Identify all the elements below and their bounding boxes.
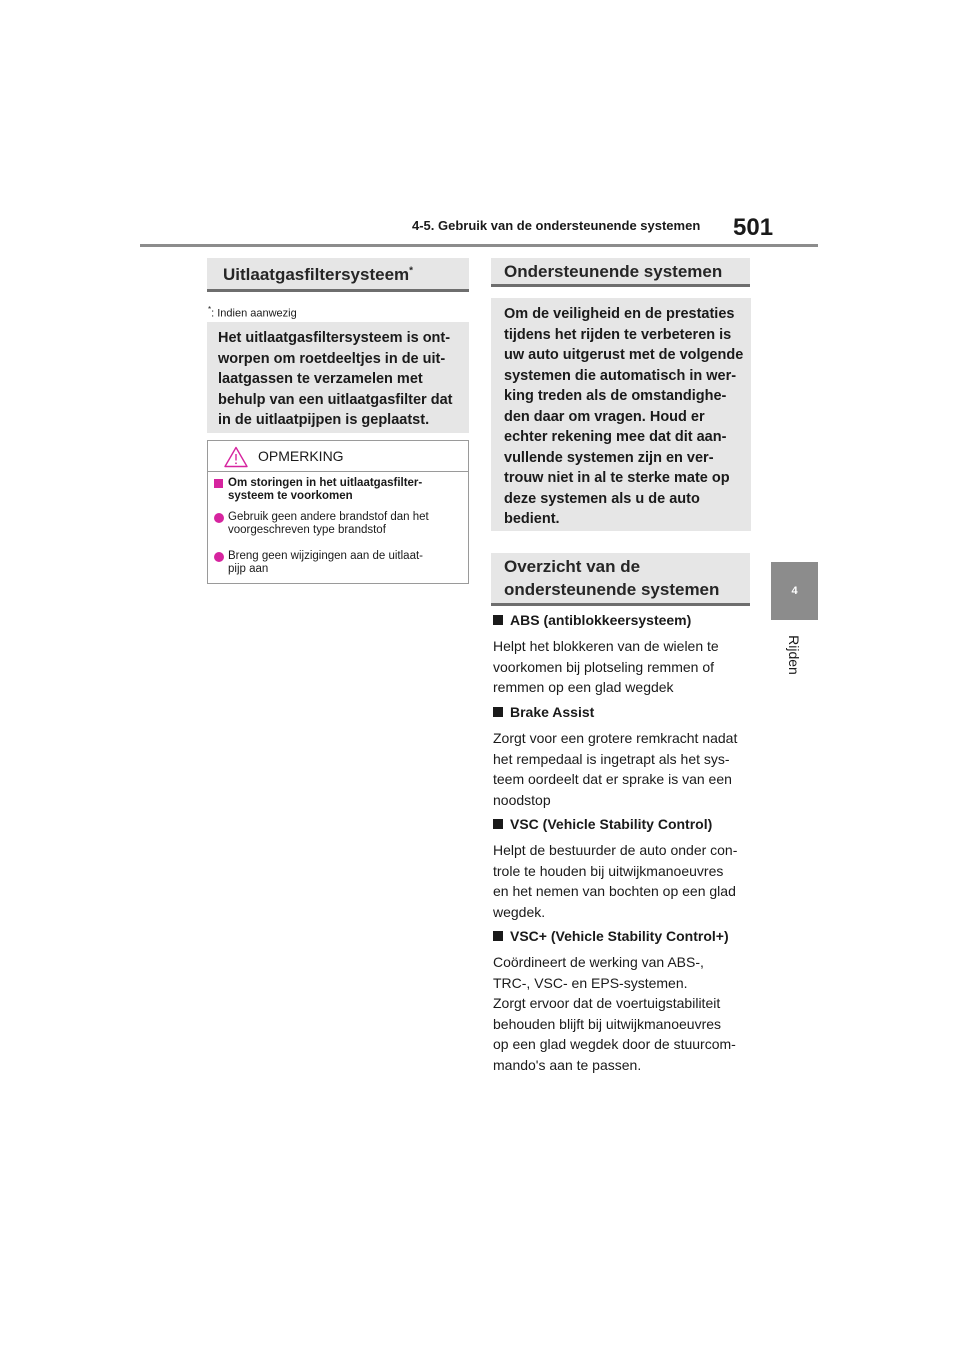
feature-line: het rempedaal is ingetrapt als het sys- <box>493 750 730 767</box>
intro-line: echter rekening mee dat dit aan- <box>504 429 727 445</box>
notice-item-line: Gebruik geen andere brandstof dan het <box>228 511 429 523</box>
page-number: 501 <box>733 214 774 241</box>
feature-description <box>493 728 753 810</box>
feature-title-text: ABS (antiblokkeersysteem) <box>510 612 692 628</box>
feature-line: noodstop <box>493 791 551 808</box>
chapter-number: 4 <box>791 585 798 597</box>
notice-subheading <box>214 477 422 502</box>
feature-line: TRC-, VSC- en EPS-systemen. <box>493 974 688 991</box>
intro-line: systemen die automatisch in wer- <box>504 367 737 384</box>
feature-description <box>493 636 753 698</box>
section-heading-overview <box>491 553 750 606</box>
feature-title <box>493 928 753 944</box>
notice-subheading-line: systeem te voorkomen <box>228 489 353 502</box>
footnote <box>208 305 297 320</box>
heading-asterisk: * <box>409 265 414 277</box>
feature-line: remmen op een glad wegdek <box>493 679 674 695</box>
intro-line: laatgassen te verzamelen met <box>218 371 423 387</box>
feature-line: Helpt de bestuurder de auto onder con- <box>493 842 738 858</box>
chapter-label-text: Rijden <box>785 635 802 675</box>
intro-line: deze systemen als u de auto <box>504 490 700 507</box>
feature-abs <box>493 612 753 698</box>
feature-line: wegdek. <box>493 903 546 920</box>
notice-title: OPMERKING <box>258 448 344 464</box>
intro-line: bedient. <box>504 511 560 527</box>
feature-brake-assist <box>493 704 753 810</box>
feature-line: en het nemen van bochten op een glad <box>493 883 736 899</box>
intro-box-support-systems <box>491 298 751 531</box>
notice-item-line: Breng geen wijzigingen aan de uitlaat- <box>228 550 423 562</box>
warning-triangle-icon <box>224 446 248 468</box>
footnote-text: : Indien aanwezig <box>211 307 297 320</box>
intro-line: in de uitlaatpijpen is geplaatst. <box>218 412 430 428</box>
feature-title <box>493 816 753 832</box>
intro-line: den daar om vragen. Houd er <box>504 408 705 425</box>
running-header: 4-5. Gebruik van de ondersteunende systemen <box>412 218 701 233</box>
intro-line: behulp van een uitlaatgasfilter dat <box>218 391 453 408</box>
square-bullet-icon <box>214 479 223 488</box>
overview-heading-line: ondersteunende systemen <box>504 580 720 599</box>
notice-item-line: voorgeschreven type brandstof <box>228 523 386 536</box>
intro-line: vullende systemen zijn en ver- <box>504 449 714 466</box>
square-bullet-icon <box>493 819 503 829</box>
notice-item <box>214 511 429 536</box>
notice-item-line: pijp aan <box>228 562 269 575</box>
notice-box <box>207 440 469 584</box>
feature-line: behouden blijft bij uitwijkmanoeuvres <box>493 1015 722 1032</box>
intro-line: uw auto uitgerust met de volgende <box>504 347 744 363</box>
section-heading-support-systems: Ondersteunende systemen <box>491 258 750 287</box>
feature-title <box>493 612 753 628</box>
chapter-label <box>770 630 818 680</box>
intro-line: tijdens het rijden te verbeteren is <box>504 326 732 343</box>
notice-subheading-line: Om storingen in het uitlaatgasfilter- <box>228 477 423 489</box>
feature-vsc-plus <box>493 928 753 1075</box>
feature-description <box>493 952 753 1075</box>
section-heading-exhaust-filter <box>207 258 469 292</box>
intro-line: king treden als de omstandighe- <box>504 388 727 404</box>
feature-line: Zorgt ervoor dat de voertuigstabiliteit <box>493 995 721 1011</box>
feature-line: Coördineert de werking van ABS-, <box>493 954 704 970</box>
feature-line: op een glad wegdek door de stuurcom- <box>493 1036 736 1052</box>
square-bullet-icon <box>493 931 503 941</box>
header-rule <box>140 244 818 247</box>
chapter-tab <box>771 562 818 620</box>
intro-line: Het uitlaatgasfiltersysteem is ont- <box>218 330 451 346</box>
intro-line: worpen om roetdeeltjes in de uit- <box>218 350 446 367</box>
overview-heading-line: Overzicht van de <box>504 557 641 576</box>
dot-bullet-icon <box>214 513 224 523</box>
feature-line: Helpt het blokkeren van de wielen te <box>493 638 719 654</box>
feature-line: mando's aan te passen. <box>493 1056 642 1073</box>
dot-bullet-icon <box>214 552 224 562</box>
feature-title-text: VSC+ (Vehicle Stability Control+) <box>510 928 729 944</box>
feature-vsc <box>493 816 753 922</box>
section-heading-text: Uitlaatgasfiltersysteem <box>223 265 410 284</box>
notice-header <box>208 441 468 472</box>
feature-line: trole te houden bij uitwijkmanoeuvres <box>493 862 724 879</box>
intro-line: Om de veiligheid en de prestaties <box>504 306 735 322</box>
feature-line: voorkomen bij plotseling remmen of <box>493 658 714 675</box>
intro-box-exhaust-filter <box>207 322 469 433</box>
notice-item <box>214 550 423 575</box>
intro-line: trouw niet in al te sterke mate op <box>504 470 730 486</box>
square-bullet-icon <box>493 707 503 717</box>
feature-line: Zorgt voor een grotere remkracht nadat <box>493 730 738 746</box>
feature-title <box>493 704 753 720</box>
feature-line: teem oordeelt dat er sprake is van een <box>493 771 732 787</box>
feature-description <box>493 840 753 922</box>
feature-title-text: Brake Assist <box>510 704 595 720</box>
footnote-asterisk: * <box>208 305 212 314</box>
feature-title-text: VSC (Vehicle Stability Control) <box>510 816 713 832</box>
square-bullet-icon <box>493 615 503 625</box>
